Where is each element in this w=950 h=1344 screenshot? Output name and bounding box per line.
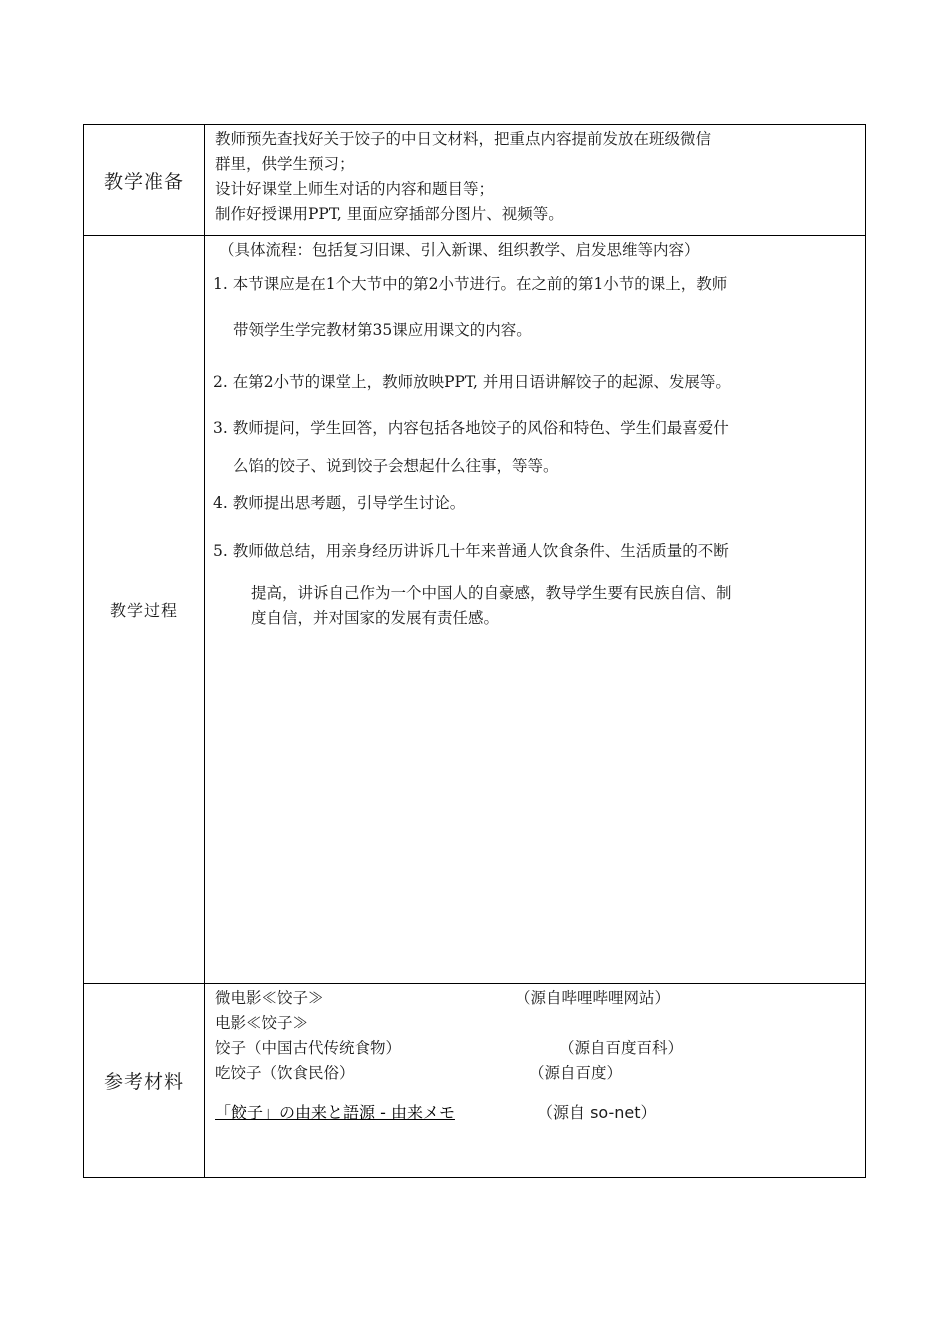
step-line: 5. 教师做总结，用亲身经历讲诉几十年来普通人饮食条件、生活质量的不断 — [213, 542, 729, 560]
preparation-line: 群里，供学生预习； — [215, 155, 355, 173]
step-line: 么馅的饺子、说到饺子会想起什么往事，等等。 — [233, 457, 559, 475]
step-line: 带领学生学完教材第35课应用课文的内容。 — [233, 321, 532, 339]
reference-item — [215, 986, 861, 1011]
process-content-cell — [205, 236, 866, 984]
reference-link-item — [215, 1100, 861, 1125]
preparation-line: 制作好授课用PPT, 里面应穿插部分图片、视频等。 — [215, 205, 564, 223]
reference-item — [215, 1011, 861, 1036]
step-line: 4. 教师提出思考题，引导学生讨论。 — [213, 494, 466, 512]
step-line: 提高，讲诉自己作为一个中国人的自豪感，教导学生要有民族自信、制 — [251, 584, 732, 602]
preparation-line: 教师预先查找好关于饺子的中日文材料，把重点内容提前发放在班级微信 — [215, 130, 712, 148]
row-references — [84, 984, 866, 1178]
process-step-3 — [213, 416, 859, 478]
references-content-cell — [205, 984, 866, 1178]
preparation-label: 教学准备 — [103, 170, 184, 193]
reference-source: （源自百度） — [529, 1064, 623, 1082]
lesson-plan-table — [83, 124, 866, 1178]
step-line: 度自信，并对国家的发展有责任感。 — [251, 609, 500, 627]
step-line: 1. 本节课应是在1个大节中的第2小节进行。在之前的第1小节的课上，教师 — [213, 275, 728, 293]
reference-title: 电影≪饺子≫ — [215, 1014, 309, 1032]
reference-link-source: （源自 so-net） — [537, 1103, 657, 1122]
preparation-line: 设计好课堂上师生对话的内容和题目等； — [215, 180, 495, 198]
row-preparation — [84, 125, 866, 236]
row-process — [84, 236, 866, 984]
reference-source: （源自百度百科） — [559, 1039, 684, 1057]
process-label-cell — [84, 236, 205, 984]
reference-title: 微电影≪饺子≫ — [215, 989, 324, 1007]
reference-link[interactable]: 「餃子」の由来と語源 - 由来メモ — [215, 1103, 455, 1122]
reference-title: 饺子（中国古代传统食物） — [215, 1039, 402, 1057]
process-intro: （具体流程：包括复习旧课、引入新课、组织教学、启发思维等内容） — [219, 241, 700, 259]
references-label: 参考材料 — [103, 1071, 184, 1093]
references-label-cell — [84, 984, 205, 1178]
reference-item — [215, 1061, 861, 1086]
step-line: 3. 教师提问，学生回答，内容包括各地饺子的风俗和特色、学生们最喜爱什 — [213, 419, 729, 437]
process-step-2 — [213, 370, 859, 394]
reference-source: （源自哔哩哔哩网站） — [515, 989, 671, 1007]
reference-title: 吃饺子（饮食民俗） — [215, 1064, 355, 1082]
process-step-1 — [213, 272, 859, 342]
process-step-5 — [213, 539, 859, 630]
process-step-4 — [213, 491, 859, 515]
preparation-label-cell — [84, 125, 205, 236]
reference-item — [215, 1036, 861, 1061]
step-line: 2. 在第2小节的课堂上，教师放映PPT, 并用日语讲解饺子的起源、发展等。 — [213, 373, 731, 391]
preparation-content-cell — [205, 125, 866, 236]
process-label: 教学过程 — [109, 601, 178, 620]
